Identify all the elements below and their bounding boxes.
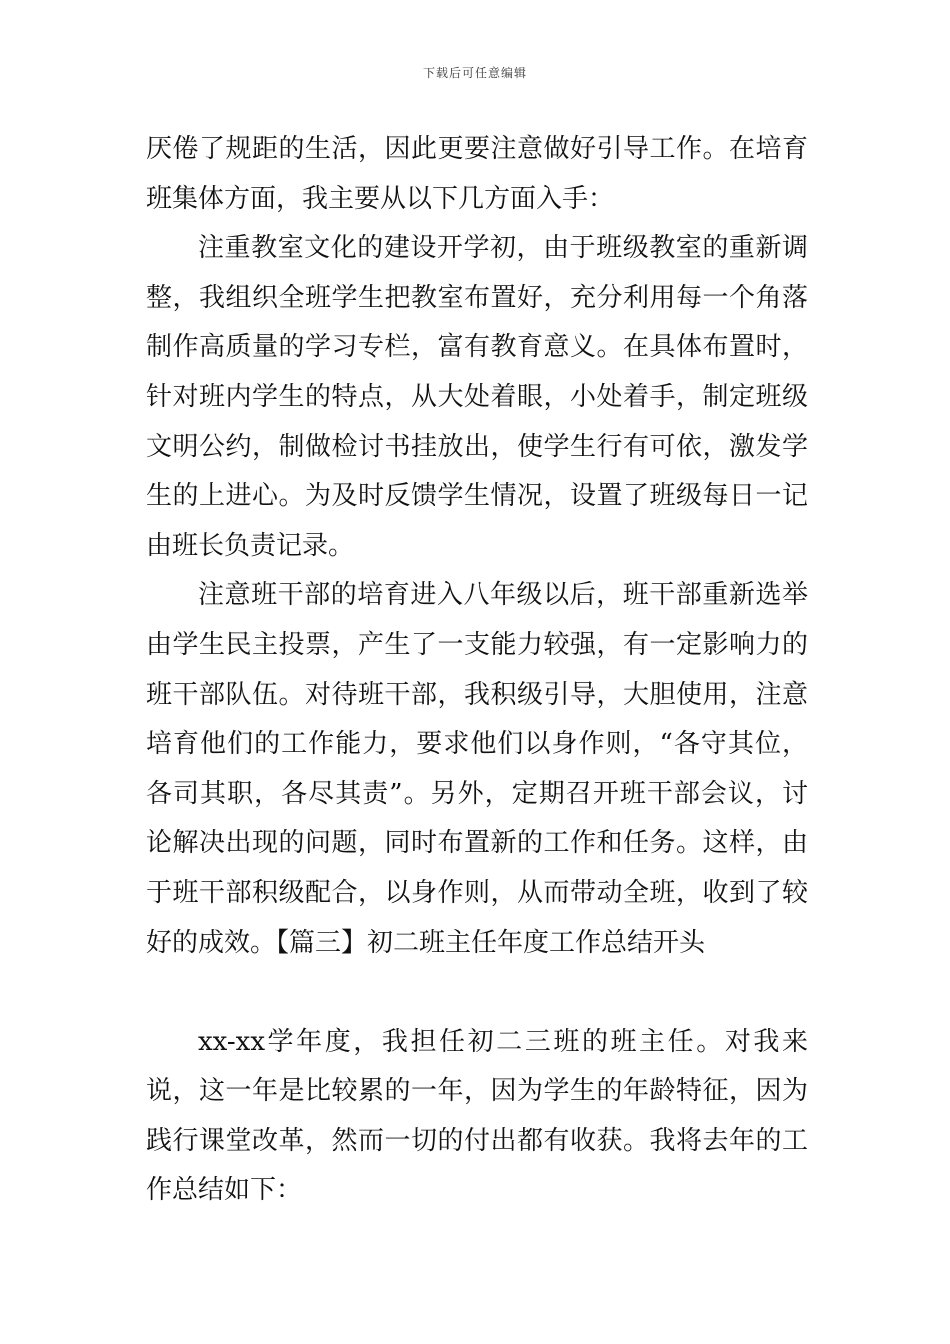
paragraph-spacer <box>146 968 808 1018</box>
paragraph-classroom-culture: 注重教室文化的建设开学初，由于班级教室的重新调整，我组织全班学生把教室布置好，充分利用每一个角落制作高质量的学习专栏，富有教育意义。在具体布置时，针对班内学生的特点，从大处着眼，小处着手，制定班级文明公约，制做检讨书挂放出，使学生行有可依，激发学生的上进心。为及时反馈学生情况，设置了班级每日一记由班长负责记录。 <box>146 233 808 561</box>
paragraph-class-cadres: 注意班干部的培育进入八年级以后，班干部重新选举由学生民主投票，产生了一支能力较强，有一定影响力的班干部队伍。对待班干部，我积级引导，大胆使用，注意培育他们的工作能力，要求他们以身作则，“各守其位，各司其职，各尽其责”。另外，定期召开班干部会议，讨论解决出现的问题，同时布置新的工作和任务。这样，由于班干部积级配合，以身作则，从而带动全班，收到了较好的成效。【篇三】初二班主任年度工作总结开头 <box>146 580 808 958</box>
paragraph-summary-opening: xx-xx学年度，我担任初二三班的班主任。对我来说，这一年是比较累的一年，因为学生的年龄特征，因为践行课堂改革，然而一切的付出都有收获。我将去年的工作总结如下： <box>146 1026 808 1206</box>
page-header: 下载后可任意编辑 <box>422 66 527 80</box>
document-body <box>146 125 808 1216</box>
paragraph-intro: 厌倦了规距的生活，因此更要注意做好引导工作。在培育班集体方面，我主要从以下几方面入手： <box>146 134 808 214</box>
